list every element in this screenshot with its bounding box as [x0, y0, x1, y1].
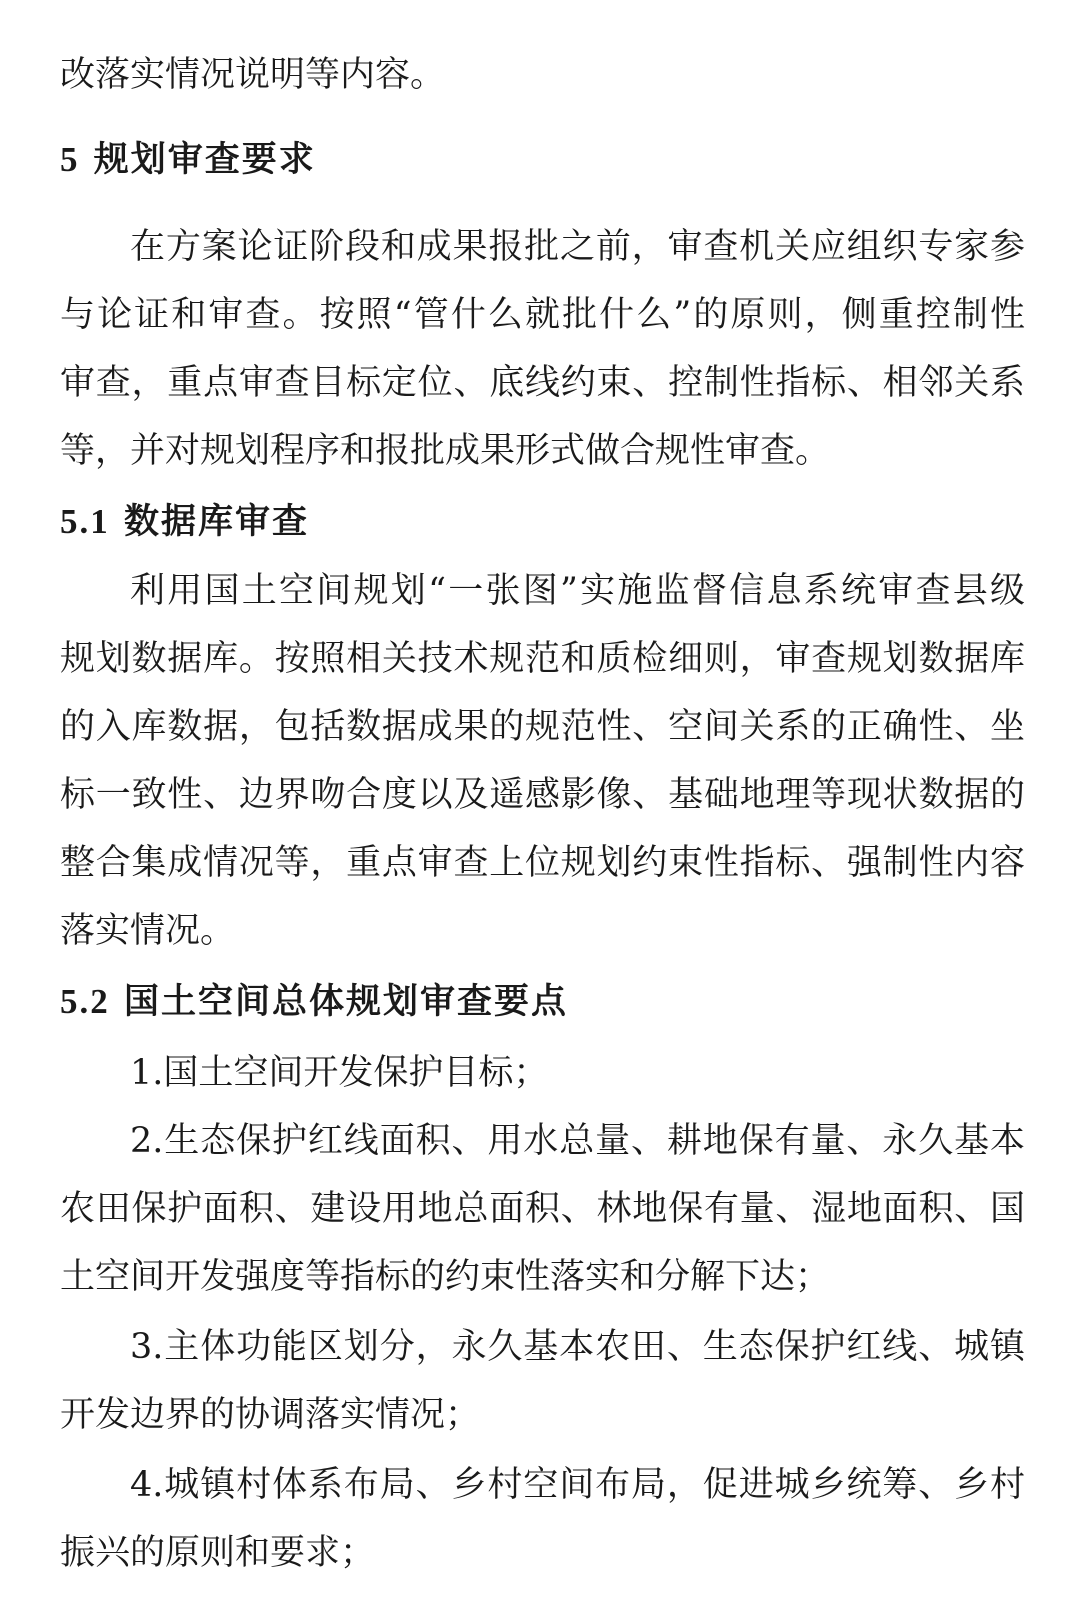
paragraph-line: 落实情况。	[60, 911, 236, 951]
paragraph-line: 整合集成情况等，重点审查上位规划约束性指标、强制性内容	[60, 843, 1025, 883]
heading-text: 规划审查要求	[93, 139, 316, 180]
section-heading-5	[60, 139, 316, 180]
paragraph-line: 等，并对规划程序和报批成果形式做合规性审查。	[60, 431, 831, 471]
list-item-line: 3.主体功能区划分，永久基本农田、生态保护红线、城镇	[130, 1327, 1025, 1367]
paragraph-line: 改落实情况说明等内容。	[60, 55, 446, 95]
section-heading-5-1	[60, 501, 309, 542]
list-item-line: 4.城镇村体系布局、乡村空间布局，促进城乡统筹、乡村	[130, 1465, 1025, 1505]
list-item-line: 开发边界的协调落实情况；	[60, 1395, 481, 1435]
paragraph-line: 的入库数据，包括数据成果的规范性、空间关系的正确性、坐	[60, 707, 1025, 747]
paragraph-line: 在方案论证阶段和成果报批之前，审查机关应组织专家参	[130, 227, 1025, 267]
heading-text: 国土空间总体规划审查要点	[123, 981, 568, 1022]
list-item-line: 2.生态保护红线面积、用水总量、耕地保有量、永久基本	[130, 1121, 1025, 1161]
paragraph-line: 规划数据库。按照相关技术规范和质检细则，审查规划数据库	[60, 639, 1025, 679]
list-item-line: 土空间开发强度等指标的约束性落实和分解下达；	[60, 1257, 831, 1297]
paragraph-line: 标一致性、边界吻合度以及遥感影像、基础地理等现状数据的	[60, 775, 1025, 815]
heading-number: 5	[60, 140, 80, 179]
paragraph-line: 审查，重点审查目标定位、底线约束、控制性指标、相邻关系	[60, 363, 1025, 403]
list-item-line: 振兴的原则和要求；	[60, 1533, 376, 1573]
heading-text: 数据库审查	[123, 501, 309, 542]
list-item-line: 1.国土空间开发保护目标；	[130, 1053, 549, 1093]
heading-number: 5.1	[60, 502, 110, 541]
paragraph-line: 与论证和审查。按照“管什么就批什么”的原则，侧重控制性	[60, 295, 1025, 335]
section-heading-5-2	[60, 981, 568, 1022]
heading-number: 5.2	[60, 982, 110, 1021]
list-item-line: 农田保护面积、建设用地总面积、林地保有量、湿地面积、国	[60, 1189, 1025, 1229]
paragraph-line: 利用国土空间规划“一张图”实施监督信息系统审查县级	[130, 571, 1025, 611]
